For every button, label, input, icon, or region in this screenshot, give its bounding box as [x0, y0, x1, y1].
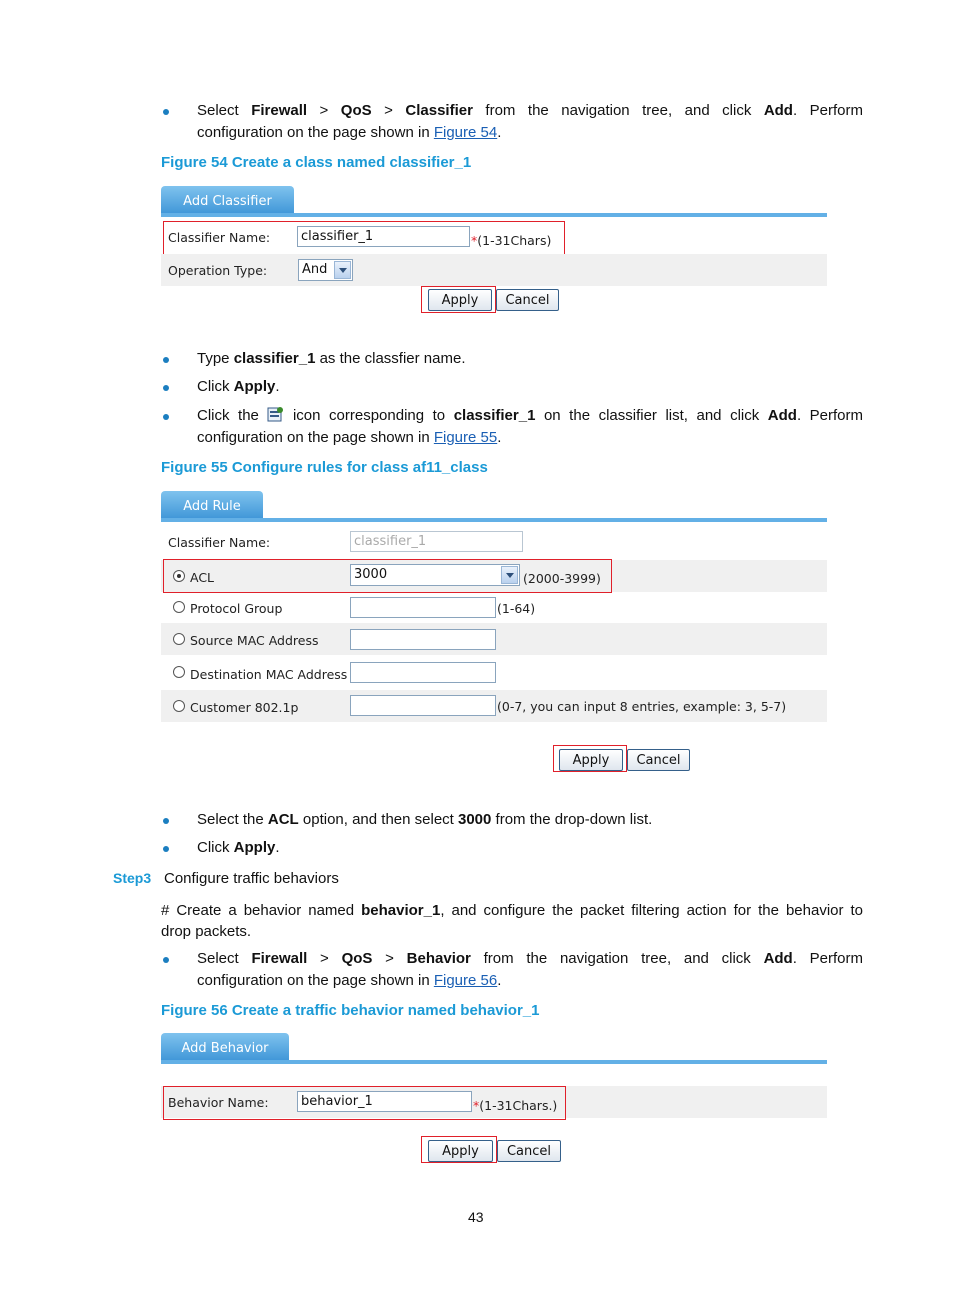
bullet-dot: [163, 109, 169, 115]
operation-type-label: Operation Type:: [168, 263, 268, 278]
customer-8021p-radio[interactable]: [173, 700, 185, 712]
classifier-name-input[interactable]: classifier_1: [297, 226, 470, 247]
apply-button[interactable]: Apply: [559, 749, 623, 771]
bullet-7-line-2: configuration on the page shown in Figure 56.: [197, 972, 502, 989]
behavior-name-label: Behavior Name:: [168, 1095, 269, 1110]
comment-line-2: drop packets.: [161, 923, 252, 940]
figure-55-caption: Figure 55 Configure rules for class af11_class: [161, 459, 488, 476]
acl-label: ACL: [190, 570, 215, 585]
bullet-dot: [163, 414, 169, 420]
highlight-box: [163, 1086, 566, 1120]
step-3-label: Step3: [113, 870, 152, 886]
protocol-group-hint: (1-64): [497, 601, 536, 616]
bullet-6: Click Apply.: [197, 839, 280, 856]
page-number: 43: [468, 1209, 484, 1225]
tab-add-rule[interactable]: Add Rule: [161, 491, 263, 521]
destination-mac-input[interactable]: [350, 662, 496, 683]
highlight-box: [421, 286, 496, 313]
destination-mac-label: Destination MAC Address: [190, 667, 348, 682]
rule-classifier-name-input: classifier_1: [350, 531, 523, 552]
protocol-group-radio[interactable]: [173, 601, 185, 613]
tab-underline: [161, 213, 827, 217]
classifier-name-label: Classifier Name:: [168, 230, 271, 245]
figure-54-link[interactable]: Figure 54: [433, 124, 498, 141]
highlight-box: [163, 559, 612, 593]
highlight-box: [163, 221, 565, 255]
highlight-box: [421, 1136, 497, 1163]
bullet-dot: [163, 957, 169, 963]
destination-mac-radio[interactable]: [173, 666, 185, 678]
classifier-name-hint: *(1-31Chars): [471, 233, 552, 248]
tab-underline: [161, 518, 827, 522]
apply-button[interactable]: Apply: [428, 289, 492, 311]
figure-56-link[interactable]: Figure 56: [433, 972, 498, 989]
bullet-1-line-1: Select Firewall > QoS > Classifier from the navigation tree, and click Add. Perform: [197, 102, 863, 119]
source-mac-radio[interactable]: [173, 633, 185, 645]
chevron-down-icon[interactable]: [334, 261, 351, 279]
tab-add-classifier[interactable]: Add Classifier: [161, 186, 294, 216]
source-mac-input[interactable]: [350, 629, 496, 650]
bullet-dot: [163, 385, 169, 391]
rule-classifier-name-label: Classifier Name:: [168, 535, 271, 550]
bullet-dot: [163, 846, 169, 852]
bullet-3: Click Apply.: [197, 378, 280, 395]
operation-type-select[interactable]: [298, 259, 353, 281]
highlight-box: [553, 745, 627, 772]
bullet-dot: [163, 818, 169, 824]
bullet-2: Type classifier_1 as the classfier name.: [197, 350, 466, 367]
tab-underline: [161, 1060, 827, 1064]
tab-add-behavior[interactable]: Add Behavior: [161, 1033, 289, 1063]
figure-54-caption: Figure 54 Create a class named classifier_1: [161, 154, 472, 171]
bullet-4-line-2: configuration on the page shown in Figure 55.: [197, 429, 502, 446]
acl-value: 3000: [354, 567, 388, 582]
cancel-button[interactable]: Cancel: [496, 289, 559, 311]
behavior-name-input[interactable]: behavior_1: [297, 1091, 472, 1112]
step-3-title: Configure traffic behaviors: [164, 870, 339, 887]
cancel-button[interactable]: Cancel: [627, 749, 690, 771]
figure-55-link[interactable]: Figure 55: [433, 429, 498, 446]
customer-8021p-input[interactable]: [350, 695, 496, 716]
figure-56-caption: Figure 56 Create a traffic behavior named behavior_1: [161, 1002, 540, 1019]
comment-line-1: # Create a behavior named behavior_1, and configure the packet filtering action for the behavior to: [161, 902, 863, 919]
bullet-dot: [163, 357, 169, 363]
customer-8021p-hint: (0-7, you can input 8 entries, example: 3, 5-7): [497, 699, 787, 714]
bullet-1-line-2: configuration on the page shown in Figure 54.: [197, 124, 502, 141]
apply-button[interactable]: Apply: [428, 1140, 493, 1162]
customer-8021p-label: Customer 802.1p: [190, 700, 299, 715]
behavior-name-hint: *(1-31Chars.): [473, 1098, 558, 1113]
source-mac-label: Source MAC Address: [190, 633, 319, 648]
acl-hint: (2000-3999): [523, 571, 601, 586]
bullet-5: Select the ACL option, and then select 3000 from the drop-down list.: [197, 811, 653, 828]
bullet-4-line-1: Click the icon corresponding to classifier_1 on the classifier list, and click Add. Perform: [197, 407, 864, 424]
operation-type-value: And: [302, 262, 328, 277]
protocol-group-label: Protocol Group: [190, 601, 283, 616]
cancel-button[interactable]: Cancel: [497, 1140, 561, 1162]
classifier-config-icon: [267, 406, 284, 423]
protocol-group-input[interactable]: [350, 597, 496, 618]
bullet-7-line-1: Select Firewall > QoS > Behavior from the navigation tree, and click Add. Perform: [197, 950, 863, 967]
